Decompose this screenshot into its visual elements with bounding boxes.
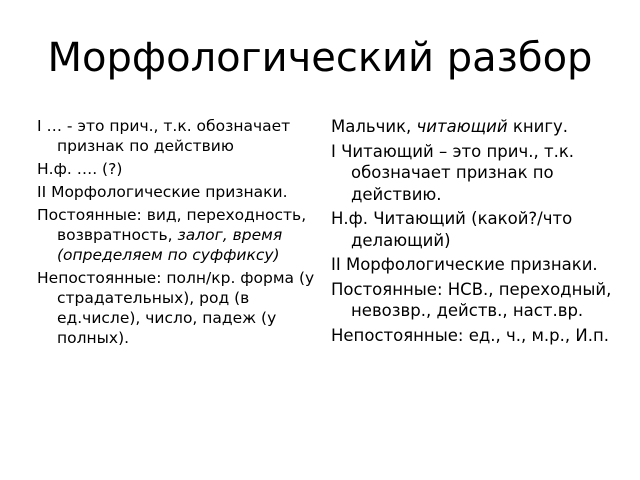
left-constant-emphasis: залог, время (определяем по суффиксу) [57,226,283,264]
left-paragraph-variable: Непостоянные: полн/кр. форма (у страдательных), род (в ед.числе), число, падеж (у полных). [37,269,315,347]
left-paragraph-initial-form: Н.ф. …. (?) [37,160,123,178]
right-paragraph-morph-features: II Морфологические признаки. [331,255,598,274]
left-column [37,116,317,351]
right-paragraph-example [331,116,616,138]
right-paragraph-constant: Постоянные: НСВ., переходный, невозвр., действ., наст.вр. [331,279,612,320]
right-column [331,116,616,349]
left-constant-text: Постоянные: вид, переходность, возвратность, [37,206,307,244]
right-paragraph-variable: Непостоянные: ед., ч., м.р., И.п. [331,325,610,345]
right-paragraph-initial-form: Н.ф. Читающий (какой?/что делающий) [331,209,573,250]
right-example-pre: Мальчик, [331,117,417,136]
slide-title: Морфологический разбор [47,35,593,81]
right-example-emphasis: читающий [416,117,508,136]
right-example-post: книгу. [507,117,569,136]
left-paragraph-constant [37,205,317,265]
left-paragraph-morph-features: II Морфологические признаки. [37,183,288,201]
left-paragraph-definition: I … - это прич., т.к. обозначает признак по действию [37,117,291,155]
right-paragraph-definition: I Читающий – это прич., т.к. обозначает признак по действию. [331,141,575,204]
